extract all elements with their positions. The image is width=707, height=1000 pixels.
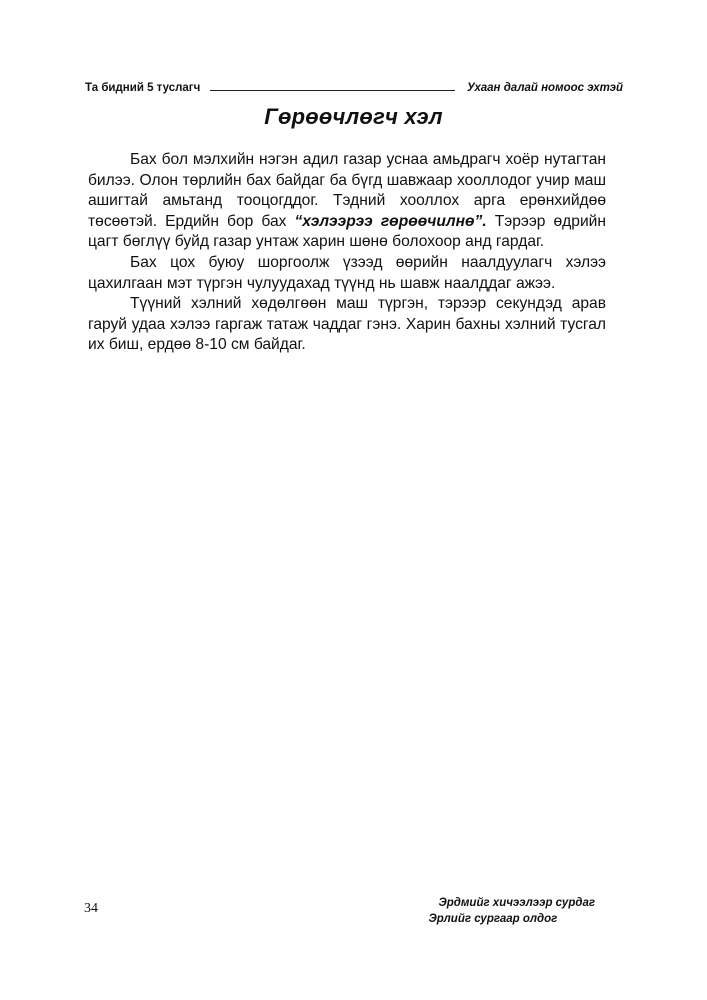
paragraph-2: Бах цох буюу шоргоолж үзээд өөрийн наалдуулагч хэлээ цахилгаан мэт түргэн чулуудахад түүнд нь шавж наалддаг ажээ.	[88, 253, 606, 292]
page-number: 34	[84, 901, 98, 916]
paragraph-1-text-b: Тэрээр өдрийн цагт бөглүү буйд газар унтаж харин шөнө болохоор анд гардаг.	[88, 212, 606, 251]
header-right-text: Ухаан далай номоос эхтэй	[467, 82, 623, 94]
header-left-text: Та бидний 5 туслагч	[85, 82, 201, 94]
running-header	[85, 82, 623, 94]
article-body	[88, 150, 606, 356]
paragraph-1-text-a: Бах бол мэлхийн нэгэн адил газар уснаа амьдрагч хоёр нутагтан билээ. Олон төрлийн бах байдаг ба бүгд шавжаар хооллодог учир маш ашигтай амьтанд тооцогддог. Тэдний хооллох арга ерөнхийдөө төсөөтэй. Ердийн бор бах	[88, 151, 606, 230]
page-title: Гөрөөчлөгч хэл	[264, 104, 443, 129]
footer-quote-line-2: Эрлийг сургаар олдог	[428, 913, 558, 925]
paragraph-3: Түүний хэлний хөдөлгөөн маш түргэн, тэрээр секундэд арав гаруй удаа хэлээ гаргаж татаж чаддаг гэнэ. Харин бахны хэлний тусгал их биш, ердөө 8-10 см байдаг.	[88, 295, 606, 354]
header-rule	[210, 90, 455, 91]
footer-quote-line-1: Эрдмийг хичээлээр сурдаг	[438, 897, 595, 909]
footer-quote	[429, 895, 595, 927]
paragraph-1	[88, 150, 606, 253]
paragraph-1-emphasis: “хэлээрээ гөрөөчилнө”.	[294, 212, 487, 230]
